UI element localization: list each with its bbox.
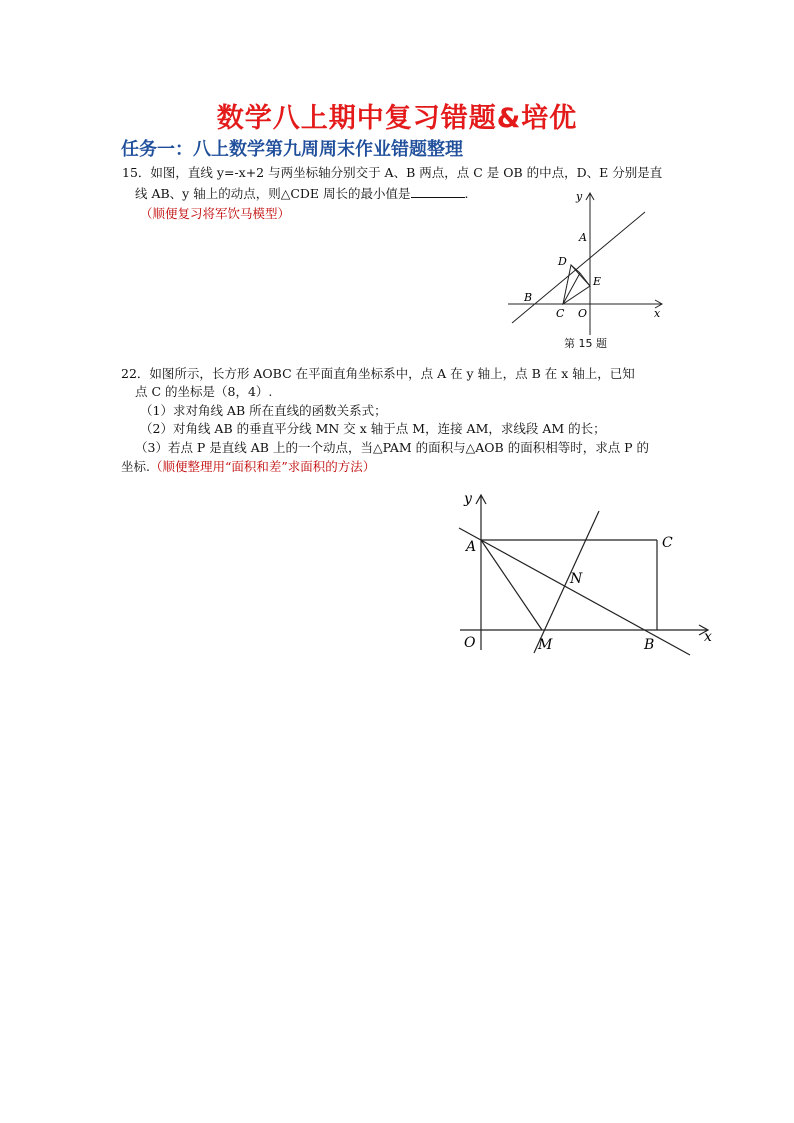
fig15-label-e: E (593, 275, 602, 288)
fig22-label-a: A (466, 539, 477, 555)
fig15-label-d: D (558, 255, 567, 268)
q15-line2-end: . (464, 186, 469, 201)
q22-note: （顺便整理用“面积和差”求面积的方法） (149, 459, 376, 474)
answer-blank (411, 186, 465, 198)
fig22-label-x: x (704, 629, 712, 645)
fig15-label-o: O (578, 307, 588, 320)
q15-line2-text: 线 AB、y 轴上的动点，则△CDE 周长的最小值是 (135, 186, 411, 201)
page-title: 数学八上期中复习错题&培优 (216, 103, 578, 134)
fig15-label-y: y (576, 190, 583, 203)
fig22-label-y: y (464, 491, 472, 507)
q15-figure (500, 185, 680, 350)
fig15-label-c: C (556, 307, 565, 320)
fig22-label-b: B (644, 637, 655, 653)
q22-line2: 点 C 的坐标是（8，4）. (135, 384, 273, 399)
fig22-label-c: C (662, 535, 673, 551)
fig22-label-n: N (570, 571, 583, 587)
fig15-label-x: x (654, 307, 661, 320)
q22-part1: （1）求对角线 AB 所在直线的函数关系式； (140, 403, 387, 418)
fig22-label-o: O (464, 635, 476, 651)
q22-part2: （2）对角线 AB 的垂直平分线 MN 交 x 轴于点 M，连接 AM，求线段 AM 的长； (140, 421, 606, 436)
q15-line1: 15．如图，直线 y=-x+2 与两坐标轴分别交于 A、B 两点，点 C 是 OB 的中点，D、E 分别是直 (122, 165, 663, 180)
fig15-label-a: A (579, 231, 587, 244)
task-heading: 任务一：八上数学第九周周末作业错题整理 (121, 139, 463, 160)
q22-part3: （3）若点 P 是直线 AB 上的一个动点，当△PAM 的面积与△AOB 的面积相等时，求点 P 的 (135, 440, 650, 455)
q15-caption: 第 15 题 (564, 337, 607, 350)
q22-figure (450, 485, 720, 660)
q22-part3-cont-text: 坐标. (121, 459, 150, 474)
fig15-label-b: B (524, 291, 533, 304)
q22-part3-cont (121, 459, 375, 475)
q15-line2 (135, 186, 469, 202)
fig22-label-m: M (538, 637, 553, 653)
q15-note: （顺便复习将军饮马模型） (140, 206, 291, 221)
q22-line1: 22．如图所示，长方形 AOBC 在平面直角坐标系中，点 A 在 y 轴上，点 B 在 x 轴上，已知 (121, 366, 635, 381)
